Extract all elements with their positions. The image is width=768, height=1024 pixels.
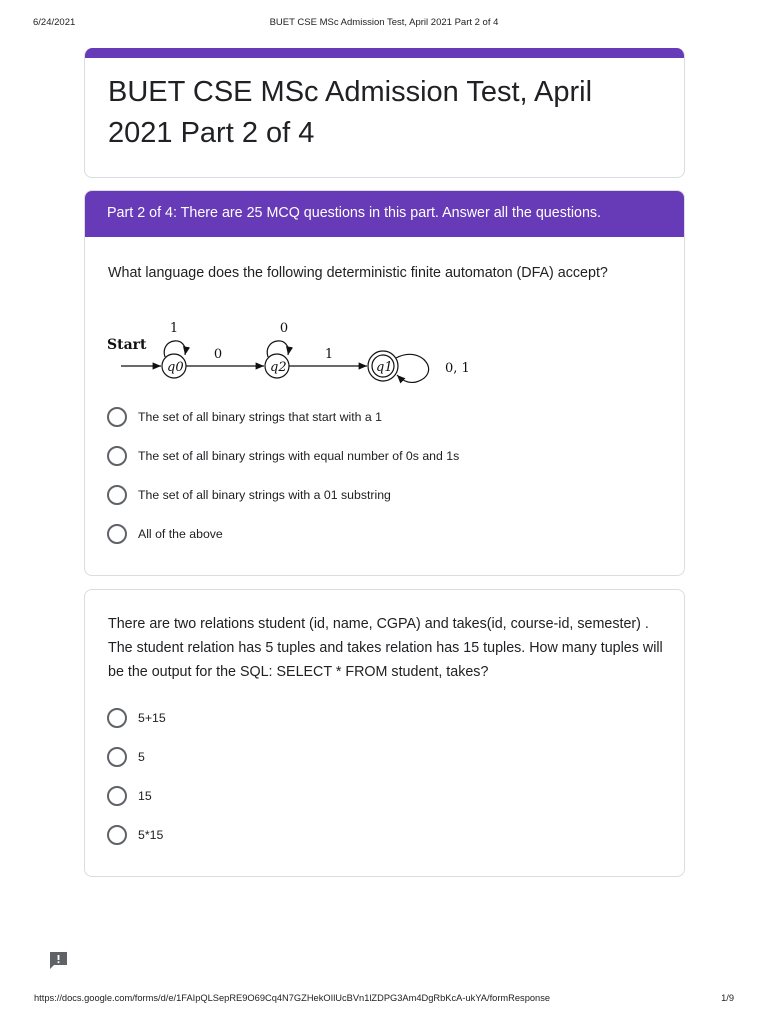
- question-2-text: There are two relations student (id, name, CGPA) and takes(id, course-id, semester) . The student relation has 5 tuples and takes relation has 15 tuples. How many tuples will be the output for the SQL: SELECT * FROM student, takes?: [108, 616, 663, 680]
- dfa-state-q1-label: q1: [376, 360, 393, 375]
- form-title-card: [84, 48, 685, 178]
- print-header: [0, 17, 768, 31]
- radio-button[interactable]: [107, 446, 127, 466]
- q1-option-2[interactable]: [107, 446, 627, 466]
- radio-button[interactable]: [107, 708, 127, 728]
- radio-button[interactable]: [107, 825, 127, 845]
- report-feedback-icon[interactable]: [48, 950, 69, 971]
- option-label: All of the above: [138, 527, 223, 541]
- dfa-loop-q1-label: 0, 1: [445, 361, 470, 376]
- dfa-start-label: Start: [107, 337, 147, 353]
- print-footer: [0, 993, 768, 1007]
- option-label: 5: [138, 750, 145, 764]
- q2-option-4[interactable]: [107, 825, 627, 845]
- option-label: The set of all binary strings that start with a 1: [138, 410, 382, 424]
- dfa-loop-q1: [396, 354, 429, 382]
- page-url: https://docs.google.com/forms/d/e/1FAIpQLSepRE9O69Cq4N7GZHekOIlUcBVn1lZDPG3Am4DgRbKcA-ukYA/formResponse: [34, 993, 551, 1003]
- q1-option-3[interactable]: [107, 485, 627, 505]
- dfa-edge-q0-q2-label: 0: [213, 347, 223, 362]
- question-1-text: What language does the following deterministic finite automaton (DFA) accept?: [108, 265, 608, 281]
- section-description: Part 2 of 4: There are 25 MCQ questions in this part. Answer all the questions.: [84, 190, 685, 237]
- q2-option-3[interactable]: [107, 786, 627, 806]
- question-card-1: [84, 190, 685, 576]
- option-label: 5*15: [138, 828, 164, 842]
- radio-button[interactable]: [107, 786, 127, 806]
- radio-button[interactable]: [107, 407, 127, 427]
- radio-button[interactable]: [107, 747, 127, 767]
- q1-option-4[interactable]: [107, 524, 627, 544]
- q1-option-1[interactable]: [107, 407, 627, 427]
- question-card-2: [84, 589, 685, 877]
- option-label: 5+15: [138, 711, 166, 725]
- radio-button[interactable]: [107, 485, 127, 505]
- print-date: 6/24/2021: [33, 17, 76, 28]
- radio-button[interactable]: [107, 524, 127, 544]
- title-accent-bar: [84, 48, 685, 58]
- dfa-state-q2-label: q2: [270, 360, 287, 375]
- page-number: 1/9: [721, 993, 734, 1003]
- dfa-diagram: [107, 316, 472, 396]
- dfa-loop-q2-label: 0: [279, 321, 289, 336]
- form-title: BUET CSE MSc Admission Test, April 2021 Part 2 of 4: [108, 76, 593, 149]
- dfa-loop-q0-label: 1: [169, 321, 179, 336]
- option-label: 15: [138, 789, 152, 803]
- dfa-edge-q2-q1-label: 1: [324, 347, 334, 362]
- print-title: BUET CSE MSc Admission Test, April 2021 Part 2 of 4: [269, 17, 499, 28]
- option-label: The set of all binary strings with equal number of 0s and 1s: [138, 449, 460, 463]
- q2-option-2[interactable]: [107, 747, 627, 767]
- option-label: The set of all binary strings with a 01 substring: [138, 488, 391, 502]
- q2-option-1[interactable]: [107, 708, 627, 728]
- dfa-state-q0-label: q0: [167, 360, 184, 375]
